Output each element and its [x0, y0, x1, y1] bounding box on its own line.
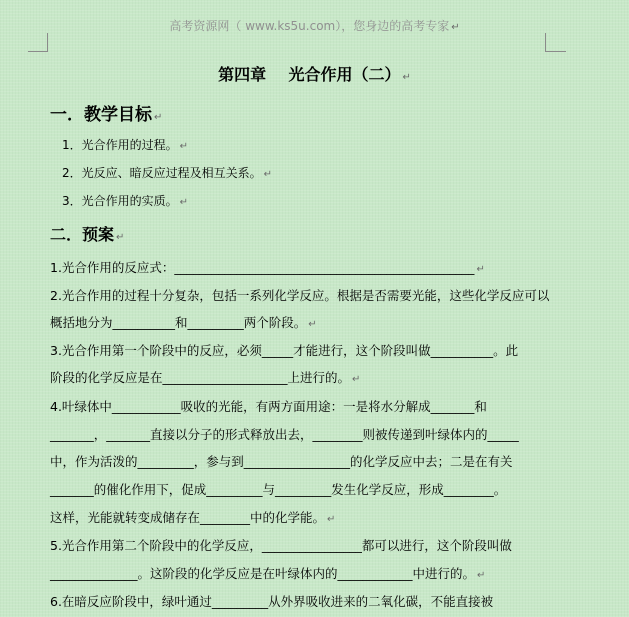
crop-mark-left-icon: [28, 33, 48, 52]
chapter-title: [0, 62, 629, 85]
plan-line-5: [50, 368, 360, 386]
paragraph-mark-icon: ↵: [477, 570, 486, 581]
crop-mark-right-icon: [545, 33, 566, 52]
plan-line-text: 4.叶绿体中___________吸收的光能，有两方面用途：一是将水分解成_______和: [50, 399, 487, 414]
paragraph-mark-icon: ↵: [154, 112, 163, 123]
plan-line-text: _______，_______直接以分子的形式释放出去，________则被传递到叶绿体内的_____: [50, 427, 519, 442]
plan-line-text: 5.光合作用第二个阶段中的化学反应，________________都可以进行，这个阶段叫做: [50, 538, 512, 553]
section-heading-text: 二．预案: [50, 225, 115, 244]
plan-line-text: 概括地分为__________和_________两个阶段。: [50, 315, 307, 330]
paragraph-mark-icon: ↵: [327, 514, 336, 525]
plan-line-text: 1.光合作用的反应式：________________________________________________: [50, 260, 475, 275]
paragraph-mark-icon: ↵: [352, 374, 361, 385]
plan-line-8: [50, 452, 513, 470]
plan-line-text: ______________。这阶段的化学反应是在叶绿体内的____________中进行的。: [50, 566, 476, 581]
paragraph-mark-icon: ↵: [308, 319, 317, 330]
plan-line-text: 3.光合作用第一个阶段中的反应，必须_____才能进行，这个阶段叫做__________。此: [50, 343, 519, 358]
paragraph-mark-icon: ↵: [179, 141, 189, 152]
goal-item-text: 1．光合作用的过程。: [62, 138, 178, 152]
goal-item-text: 2．光反应、暗反应过程及相互关系。: [62, 166, 262, 180]
plan-line-11: [50, 536, 512, 554]
chapter-title-text: 第四章 光合作用（二）: [218, 65, 401, 84]
paragraph-mark-icon: ↵: [451, 22, 460, 33]
section-heading-plan: [50, 222, 124, 245]
plan-line-13: [50, 592, 493, 610]
plan-line-text: 2.光合作用的过程十分复杂，包括一系列化学反应。根据是否需要光能，这些化学反应可以: [50, 288, 550, 303]
plan-line-3: [50, 313, 317, 331]
paragraph-mark-icon: ↵: [116, 232, 125, 243]
plan-line-text: 阶段的化学反应是在____________________上进行的。: [50, 370, 351, 385]
goal-item-1: [62, 136, 188, 153]
plan-line-text: 这样，光能就转变成储存在________中的化学能。: [50, 510, 326, 525]
plan-line-4: [50, 341, 518, 359]
section-heading-goals: [50, 100, 162, 125]
plan-line-text: 中，作为活泼的_________，参与到_________________的化学反应中去；二是在有关: [50, 454, 513, 469]
paragraph-mark-icon: ↵: [179, 197, 189, 208]
header-text: 高考资源网（ www.ks5u.com），您身边的高考专家: [169, 19, 450, 33]
plan-line-12: [50, 564, 485, 582]
section-heading-text: 一．教学目标: [50, 105, 152, 125]
plan-line-2: [50, 286, 549, 304]
paragraph-mark-icon: ↵: [476, 264, 485, 275]
plan-line-text: _______的催化作用下，促成_________与_________发生化学反应，形成________。: [50, 482, 507, 497]
goal-item-text: 3．光合作用的实质。: [62, 194, 178, 208]
plan-line-10: [50, 508, 335, 526]
page-header: [0, 17, 629, 34]
plan-line-6: [50, 397, 487, 415]
paragraph-mark-icon: ↵: [263, 169, 273, 180]
goal-item-3: [62, 192, 188, 209]
plan-line-7: [50, 425, 519, 443]
paragraph-mark-icon: ↵: [402, 72, 411, 83]
plan-line-1: [50, 258, 485, 276]
goal-item-2: [62, 164, 272, 181]
plan-line-text: 6.在暗反应阶段中，绿叶通过_________从外界吸收进来的二氧化碳，不能直接被: [50, 594, 494, 609]
plan-line-9: [50, 480, 506, 498]
